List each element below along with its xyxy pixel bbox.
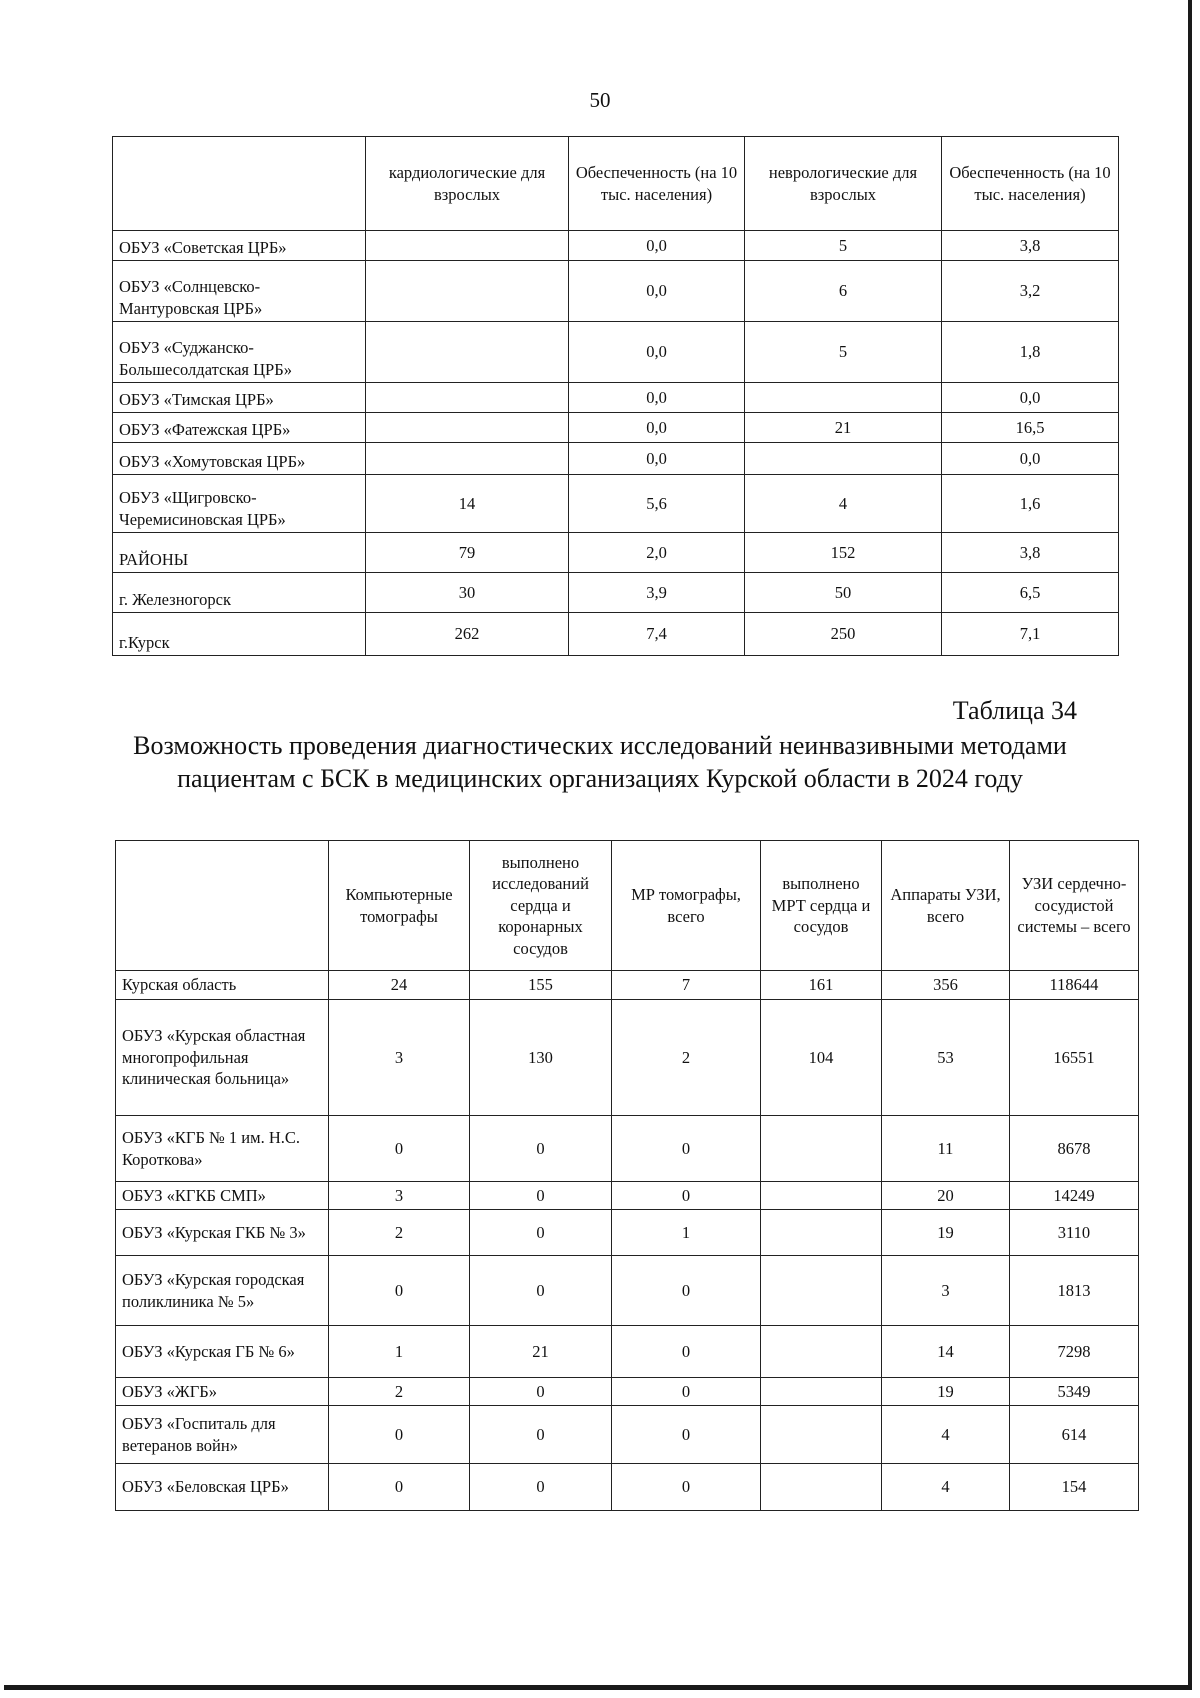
t1-cell-name: г. Железногорск <box>113 573 366 613</box>
t1-row <box>113 475 1119 533</box>
t1-cell-value <box>366 413 569 443</box>
t2-cell-value: 0 <box>470 1210 612 1256</box>
t1-cell-value: 1,6 <box>942 475 1119 533</box>
t2-cell-value: 1 <box>329 1326 470 1378</box>
t2-cell-name: ОБУЗ «ЖГБ» <box>116 1378 329 1406</box>
t1-cell-name: г.Курск <box>113 613 366 656</box>
t1-cell-name: ОБУЗ «Хомутовская ЦРБ» <box>113 443 366 475</box>
t2-cell-value: 161 <box>761 971 882 1000</box>
t2-row <box>116 1210 1139 1256</box>
t2-cell-value <box>761 1326 882 1378</box>
t2-cell-value: 0 <box>329 1116 470 1182</box>
t2-cell-value: 16551 <box>1010 1000 1139 1116</box>
t2-cell-value <box>761 1116 882 1182</box>
t2-cell-value: 4 <box>882 1406 1010 1464</box>
t1-cell-value: 5 <box>745 322 942 383</box>
t2-cell-value <box>761 1378 882 1406</box>
t1-cell-value: 79 <box>366 533 569 573</box>
t1-cell-value: 14 <box>366 475 569 533</box>
t1-cell-value: 0,0 <box>942 383 1119 413</box>
t2-cell-value: 0 <box>470 1116 612 1182</box>
t2-cell-value: 0 <box>470 1182 612 1210</box>
t2-cell-value: 19 <box>882 1378 1010 1406</box>
t2-cell-name: ОБУЗ «Курская областная многопрофильная клиническая больница» <box>116 1000 329 1116</box>
t1-row <box>113 383 1119 413</box>
t1-cell-value: 0,0 <box>569 261 745 322</box>
t2-cell-value: 0 <box>612 1182 761 1210</box>
t2-cell-name: ОБУЗ «КГБ № 1 им. Н.С. Короткова» <box>116 1116 329 1182</box>
t2-cell-value: 14 <box>882 1326 1010 1378</box>
t2-cell-value: 2 <box>329 1378 470 1406</box>
t1-header-cardio: кардиологические для взрослых <box>366 137 569 231</box>
diagnostics-table <box>115 840 1139 1511</box>
t2-cell-value: 0 <box>329 1256 470 1326</box>
t1-header-name <box>113 137 366 231</box>
t2-cell-value: 0 <box>329 1406 470 1464</box>
t2-cell-value: 3 <box>882 1256 1010 1326</box>
t2-row <box>116 1256 1139 1326</box>
table-caption-number: Таблица 34 <box>952 696 1077 725</box>
t2-cell-value: 0 <box>612 1464 761 1511</box>
t1-header-neuro: неврологические для взрослых <box>745 137 942 231</box>
t2-cell-value: 0 <box>612 1326 761 1378</box>
t2-cell-value: 7298 <box>1010 1326 1139 1378</box>
t2-cell-value: 0 <box>612 1406 761 1464</box>
t2-row <box>116 1464 1139 1511</box>
t1-cell-value <box>366 443 569 475</box>
t1-cell-value: 152 <box>745 533 942 573</box>
t2-cell-name: Курская область <box>116 971 329 1000</box>
t2-cell-value: 1 <box>612 1210 761 1256</box>
t1-cell-name: ОБУЗ «Солнцевско-Мантуровская ЦРБ» <box>113 261 366 322</box>
t2-cell-value: 0 <box>612 1256 761 1326</box>
t2-cell-value: 5349 <box>1010 1378 1139 1406</box>
t2-cell-value: 0 <box>470 1406 612 1464</box>
t2-cell-value <box>761 1406 882 1464</box>
t1-cell-name: ОБУЗ «Тимская ЦРБ» <box>113 383 366 413</box>
t1-row <box>113 613 1119 656</box>
t1-cell-value: 16,5 <box>942 413 1119 443</box>
t2-cell-name: ОБУЗ «Курская ГКБ № 3» <box>116 1210 329 1256</box>
t1-cell-value: 0,0 <box>569 322 745 383</box>
t1-cell-value: 5 <box>745 231 942 261</box>
t1-cell-value: 0,0 <box>569 231 745 261</box>
t1-row <box>113 231 1119 261</box>
t2-row <box>116 1326 1139 1378</box>
t2-row <box>116 1116 1139 1182</box>
t1-cell-value: 6 <box>745 261 942 322</box>
t2-header-name <box>116 841 329 971</box>
t2-cell-value: 154 <box>1010 1464 1139 1511</box>
t1-row <box>113 533 1119 573</box>
t1-cell-value: 3,8 <box>942 533 1119 573</box>
t2-row <box>116 1000 1139 1116</box>
t2-cell-value: 0 <box>470 1464 612 1511</box>
t1-cell-value <box>366 231 569 261</box>
t2-cell-value: 2 <box>329 1210 470 1256</box>
t2-cell-value: 24 <box>329 971 470 1000</box>
t1-cell-name: ОБУЗ «Суджанско-Большесолдатская ЦРБ» <box>113 322 366 383</box>
t2-cell-value: 20 <box>882 1182 1010 1210</box>
t1-cell-name: ОБУЗ «Фатежская ЦРБ» <box>113 413 366 443</box>
t2-cell-name: ОБУЗ «Беловская ЦРБ» <box>116 1464 329 1511</box>
t2-row <box>116 1182 1139 1210</box>
t2-cell-value: 0 <box>470 1256 612 1326</box>
t1-cell-value: 0,0 <box>942 443 1119 475</box>
t2-cell-name: ОБУЗ «Госпиталь для ветеранов войн» <box>116 1406 329 1464</box>
t1-row <box>113 443 1119 475</box>
t2-cell-value: 3 <box>329 1000 470 1116</box>
t2-cell-value: 0 <box>612 1378 761 1406</box>
t2-cell-value <box>761 1464 882 1511</box>
t1-cell-value: 0,0 <box>569 413 745 443</box>
t1-cell-value: 3,2 <box>942 261 1119 322</box>
t2-cell-value: 104 <box>761 1000 882 1116</box>
t1-cell-value: 21 <box>745 413 942 443</box>
t1-cell-value: 0,0 <box>569 443 745 475</box>
t1-cell-value: 3,9 <box>569 573 745 613</box>
t2-cell-value: 0 <box>612 1116 761 1182</box>
t1-cell-value: 4 <box>745 475 942 533</box>
t2-cell-value: 8678 <box>1010 1116 1139 1182</box>
t1-row <box>113 413 1119 443</box>
page-number: 50 <box>589 88 611 112</box>
t2-cell-value: 118644 <box>1010 971 1139 1000</box>
t1-cell-value: 262 <box>366 613 569 656</box>
t1-cell-value: 0,0 <box>569 383 745 413</box>
t2-header-ct: Компьютерные томографы <box>329 841 470 971</box>
t2-cell-value: 356 <box>882 971 1010 1000</box>
t2-cell-name: ОБУЗ «КГКБ СМП» <box>116 1182 329 1210</box>
t1-cell-value: 6,5 <box>942 573 1119 613</box>
t2-cell-value: 53 <box>882 1000 1010 1116</box>
t2-cell-value: 614 <box>1010 1406 1139 1464</box>
t2-row <box>116 1378 1139 1406</box>
t1-cell-value: 7,4 <box>569 613 745 656</box>
t2-cell-value: 0 <box>329 1464 470 1511</box>
t1-cell-name: ОБУЗ «Советская ЦРБ» <box>113 231 366 261</box>
t1-cell-value: 2,0 <box>569 533 745 573</box>
t2-header-us-exams: УЗИ сердечно-сосудистой системы – всего <box>1010 841 1139 971</box>
t1-header-neuro-rate: Обеспеченность (на 10 тыс. населения) <box>942 137 1119 231</box>
t1-cell-value <box>366 383 569 413</box>
t1-cell-value: 1,8 <box>942 322 1119 383</box>
t1-cell-value <box>366 261 569 322</box>
t2-cell-value: 21 <box>470 1326 612 1378</box>
t2-cell-value: 155 <box>470 971 612 1000</box>
t2-cell-value: 11 <box>882 1116 1010 1182</box>
t1-cell-value <box>745 443 942 475</box>
t1-row <box>113 322 1119 383</box>
t1-header-cardio-rate: Обеспеченность (на 10 тыс. населения) <box>569 137 745 231</box>
t2-cell-value: 3110 <box>1010 1210 1139 1256</box>
t1-cell-value <box>745 383 942 413</box>
t1-cell-value: 5,6 <box>569 475 745 533</box>
t2-cell-value <box>761 1182 882 1210</box>
t1-row <box>113 573 1119 613</box>
t2-cell-value <box>761 1210 882 1256</box>
t2-header-mr: МР томографы, всего <box>612 841 761 971</box>
t2-cell-value: 14249 <box>1010 1182 1139 1210</box>
t2-cell-value: 19 <box>882 1210 1010 1256</box>
t1-cell-value: 7,1 <box>942 613 1119 656</box>
t1-cell-value: 30 <box>366 573 569 613</box>
t2-row <box>116 971 1139 1000</box>
hospital-beds-table <box>112 136 1119 656</box>
t2-header-ct-exams: выполнено исследований сердца и коронарных сосудов <box>470 841 612 971</box>
t2-cell-value: 0 <box>470 1378 612 1406</box>
t2-cell-value: 3 <box>329 1182 470 1210</box>
t2-cell-name: ОБУЗ «Курская городская поликлиника № 5» <box>116 1256 329 1326</box>
t1-cell-value: 3,8 <box>942 231 1119 261</box>
t2-cell-value: 7 <box>612 971 761 1000</box>
t1-cell-name: РАЙОНЫ <box>113 533 366 573</box>
t2-header-us: Аппараты УЗИ, всего <box>882 841 1010 971</box>
t2-cell-value: 1813 <box>1010 1256 1139 1326</box>
t1-cell-value: 250 <box>745 613 942 656</box>
t1-cell-value: 50 <box>745 573 942 613</box>
t2-cell-value <box>761 1256 882 1326</box>
t2-cell-value: 130 <box>470 1000 612 1116</box>
t2-row <box>116 1406 1139 1464</box>
t1-cell-value <box>366 322 569 383</box>
t2-cell-value: 4 <box>882 1464 1010 1511</box>
t1-cell-name: ОБУЗ «Щигровско-Черемисиновская ЦРБ» <box>113 475 366 533</box>
t2-cell-name: ОБУЗ «Курская ГБ № 6» <box>116 1326 329 1378</box>
table-caption-title: Возможность проведения диагностических исследований неинвазивными методами пациентам с БСК в медицинских организациях Курской области в 2024 году <box>133 731 1067 793</box>
t1-row <box>113 261 1119 322</box>
t2-cell-value: 2 <box>612 1000 761 1116</box>
t2-header-mri-exams: выполнено МРТ сердца и сосудов <box>761 841 882 971</box>
